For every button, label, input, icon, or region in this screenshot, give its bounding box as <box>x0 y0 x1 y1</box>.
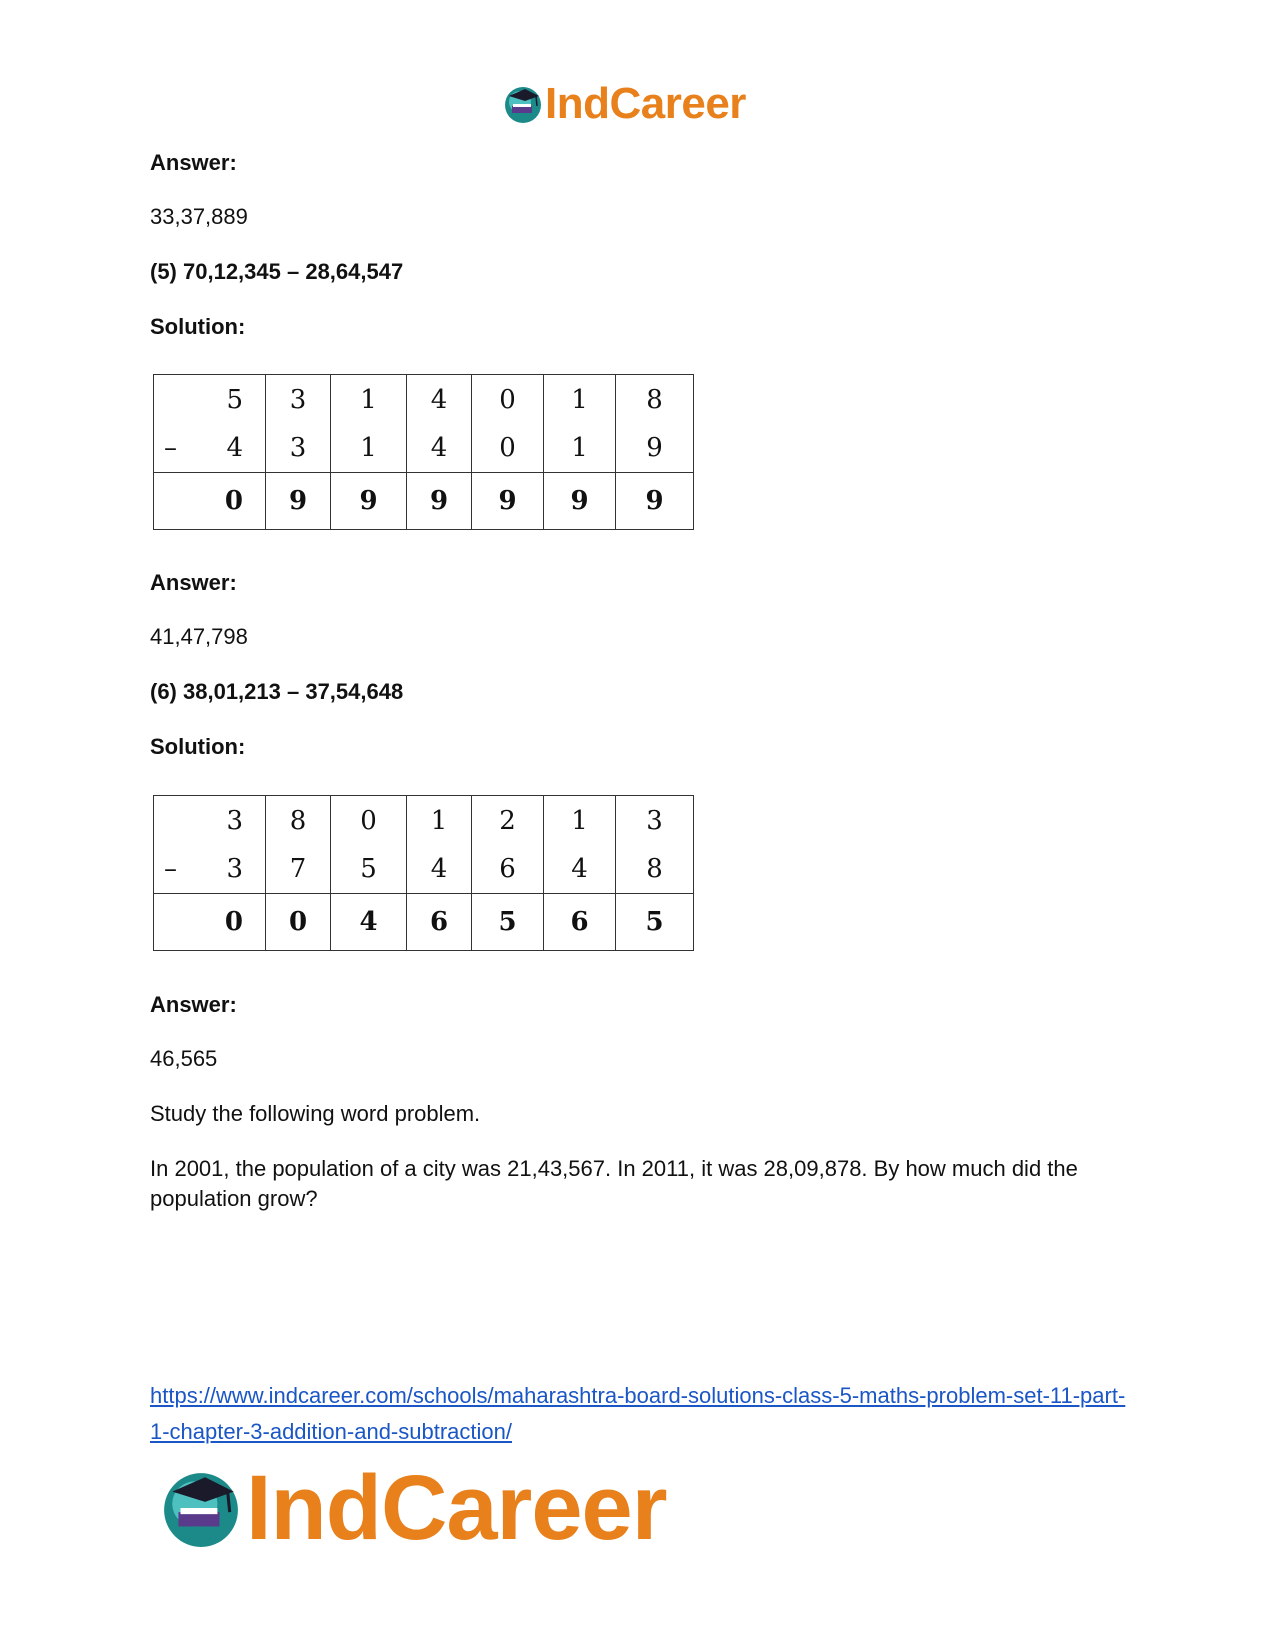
question-heading: (6) 38,01,213 – 37,54,648 <box>150 679 404 704</box>
subtraction-table-6 <box>153 795 694 951</box>
result-cell: 6 <box>544 894 616 951</box>
result-cell: 5 <box>616 894 694 951</box>
table-cell: 8 9 <box>616 375 694 473</box>
table-cell: 3 8 <box>616 796 694 894</box>
graduation-globe-icon <box>503 84 543 124</box>
question-heading: (5) 70,12,345 – 28,64,547 <box>150 259 404 284</box>
table-cell: 1 1 <box>331 375 407 473</box>
answer-label: Answer: <box>150 992 237 1017</box>
table-cell: 1 4 <box>544 796 616 894</box>
minus-sign: – <box>164 853 177 884</box>
result-cell: 0 <box>266 894 331 951</box>
table-cell: 3 – 3 <box>154 796 266 894</box>
study-text: Study the following word problem. <box>150 1101 481 1126</box>
table-cell: 3 3 <box>266 375 331 473</box>
table-cell: 4 4 <box>407 375 472 473</box>
result-cell: 9 <box>331 473 407 530</box>
footer-logo <box>160 1457 667 1559</box>
result-cell: 9 <box>472 473 544 530</box>
table-cell: 1 1 <box>544 375 616 473</box>
result-cell: 9 <box>616 473 694 530</box>
source-link[interactable]: https://www.indcareer.com/schools/maharashtra-board-solutions-class-5-maths-problem-set-11-part-1-chapter-3-addition-and-subtraction/ <box>150 1383 1126 1444</box>
result-cell: 9 <box>407 473 472 530</box>
result-cell: 9 <box>544 473 616 530</box>
result-cell: 6 <box>407 894 472 951</box>
table-cell: 0 0 <box>472 375 544 473</box>
result-cell: 9 <box>266 473 331 530</box>
result-cell: 0 <box>154 473 266 530</box>
operand-row <box>154 375 694 473</box>
brand-name: IndCareer <box>246 1457 667 1559</box>
result-row <box>154 473 694 530</box>
table-cell: 5 – 4 <box>154 375 266 473</box>
word-problem-text: In 2001, the population of a city was 21,43,567. In 2011, it was 28,09,878. By how much did the population grow? <box>150 1156 1078 1211</box>
brand-name: IndCareer <box>545 79 746 128</box>
solution-label: Solution: <box>150 734 246 759</box>
result-row <box>154 894 694 951</box>
answer-value: 33,37,889 <box>150 204 248 229</box>
answer-label: Answer: <box>150 570 237 595</box>
table-cell: 8 7 <box>266 796 331 894</box>
table-cell: 2 6 <box>472 796 544 894</box>
answer-label: Answer: <box>150 150 237 175</box>
solution-label: Solution: <box>150 314 246 339</box>
table-cell: 1 4 <box>407 796 472 894</box>
operand-row <box>154 796 694 894</box>
graduation-globe-icon <box>160 1467 242 1549</box>
header-logo <box>503 79 746 128</box>
result-cell: 4 <box>331 894 407 951</box>
minus-sign: – <box>164 432 177 463</box>
answer-value: 41,47,798 <box>150 624 248 649</box>
table-cell: 0 5 <box>331 796 407 894</box>
subtraction-table-5 <box>153 374 694 530</box>
result-cell: 0 <box>154 894 266 951</box>
result-cell: 5 <box>472 894 544 951</box>
answer-value: 46,565 <box>150 1046 218 1071</box>
